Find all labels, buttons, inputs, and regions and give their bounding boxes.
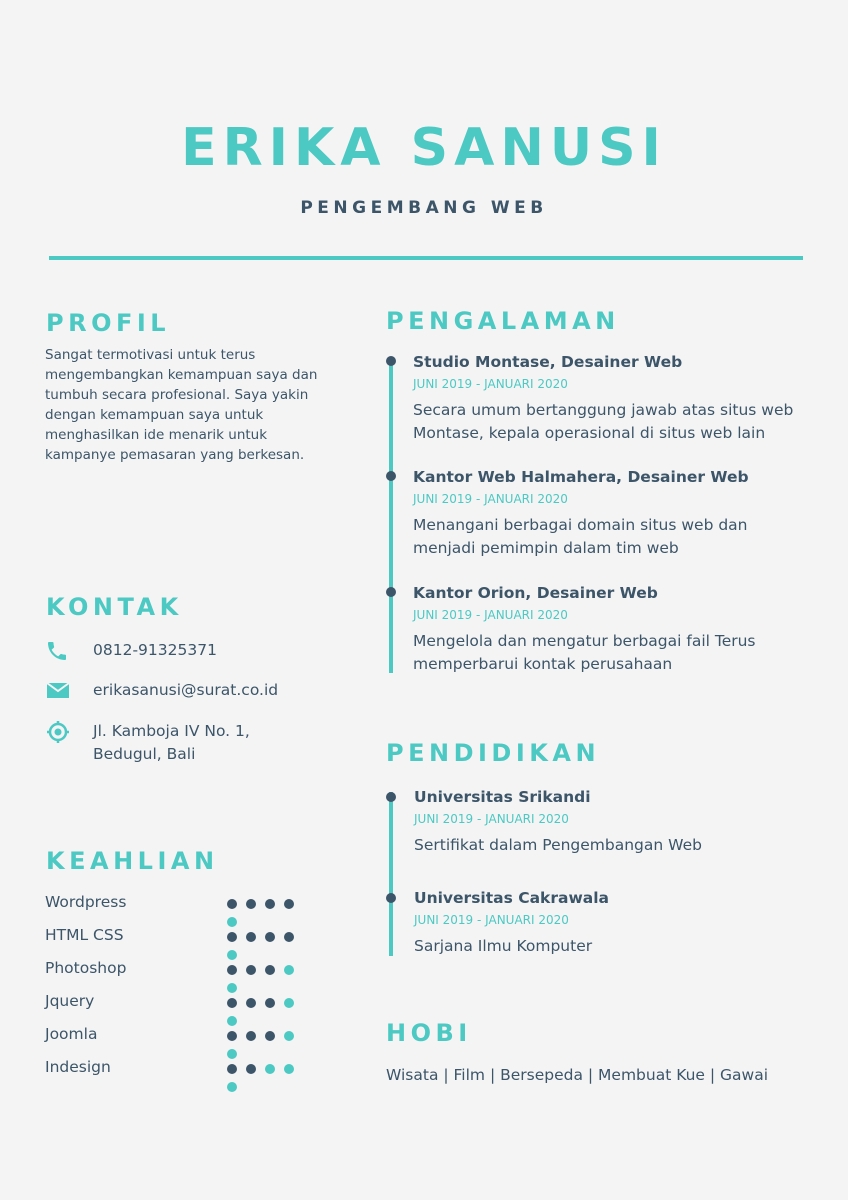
education-title: Universitas Cakrawala <box>414 889 610 907</box>
location-icon <box>45 720 75 744</box>
resume-role: PENGEMBANG WEB <box>300 198 548 218</box>
skill-dot-filled <box>265 998 275 1008</box>
skill-dot-empty <box>265 1064 275 1074</box>
skill-dot-filled <box>246 932 256 942</box>
education-item <box>414 888 824 958</box>
experience-desc <box>413 630 823 675</box>
skill-name: HTML CSS <box>45 926 124 944</box>
experience-item <box>413 583 823 675</box>
experience-desc-line: memperbarui kontak perusahaan <box>413 654 673 673</box>
experience-item <box>413 467 823 559</box>
skill-dot-filled <box>284 899 294 909</box>
education-heading: PENDIDIKAN <box>386 739 601 767</box>
profile-text: Sangat termotivasi untuk terus mengembangkan kemampuan saya dan tumbuh secara profesional. Saya yakin dengan kemampuan saya untuk menghasilkan ide menarik untuk kampanye pemasaran yang berkesan. <box>45 347 318 463</box>
education-date: JUNI 2019 - JANUARI 2020 <box>414 913 569 927</box>
skill-name: Indesign <box>45 1058 111 1076</box>
skill-dot-filled <box>265 899 275 909</box>
timeline-bullet <box>386 792 396 802</box>
skill-row <box>45 992 315 1012</box>
experience-item <box>413 352 823 444</box>
skill-dot-filled <box>246 998 256 1008</box>
experience-date: JUNI 2019 - JANUARI 2020 <box>413 492 568 506</box>
experience-timeline <box>389 357 393 673</box>
experience-heading: PENGALAMAN <box>386 307 620 335</box>
hobby-text: Wisata | Film | Bersepeda | Membuat Kue | Gawai <box>386 1066 769 1084</box>
experience-desc-line: menjadi pemimpin dalam tim web <box>413 538 679 557</box>
experience-title: Kantor Orion, Desainer Web <box>413 584 658 602</box>
skill-dot-empty <box>284 1031 294 1041</box>
experience-title: Kantor Web Halmahera, Desainer Web <box>413 468 749 486</box>
skill-dot-filled <box>227 1031 237 1041</box>
header-divider <box>49 256 803 260</box>
skill-row <box>45 926 315 946</box>
experience-title: Studio Montase, Desainer Web <box>413 353 683 371</box>
experience-desc-line: Mengelola dan mengatur berbagai fail Terus <box>413 632 756 650</box>
education-timeline <box>389 792 393 956</box>
skill-dot-filled <box>227 899 237 909</box>
education-item <box>414 787 824 857</box>
timeline-bullet <box>386 893 396 903</box>
email-address[interactable]: erikasanusi@surat.co.id <box>93 681 279 699</box>
skill-dot-filled <box>265 932 275 942</box>
address-line-2: Bedugul, Bali <box>93 745 196 763</box>
timeline-bullet <box>386 587 396 597</box>
skill-dot-empty <box>284 998 294 1008</box>
skill-dot-empty <box>284 965 294 975</box>
experience-desc <box>413 399 823 444</box>
skill-dot-empty <box>284 1064 294 1074</box>
education-desc: Sarjana Ilmu Komputer <box>414 937 593 955</box>
skill-name: Jquery <box>45 992 95 1010</box>
timeline-bullet <box>386 471 396 481</box>
experience-date: JUNI 2019 - JANUARI 2020 <box>413 608 568 622</box>
skill-dot-filled <box>227 998 237 1008</box>
skill-dot-filled <box>227 965 237 975</box>
skills-heading: KEAHLIAN <box>46 847 219 875</box>
skill-row <box>45 1025 315 1045</box>
skill-dot-filled <box>246 1064 256 1074</box>
skill-name: Photoshop <box>45 959 127 977</box>
skill-row <box>45 1058 315 1078</box>
contact-heading: KONTAK <box>46 593 183 621</box>
phone-icon <box>45 639 75 663</box>
skill-name: Joomla <box>45 1025 98 1043</box>
skill-dot-filled <box>284 932 294 942</box>
timeline-bullet <box>386 356 396 366</box>
profile-heading: PROFIL <box>46 309 171 337</box>
address-line-1: Jl. Kamboja IV No. 1, <box>93 722 250 740</box>
experience-date: JUNI 2019 - JANUARI 2020 <box>413 377 568 391</box>
experience-desc-line: Secara umum bertanggung jawab atas situs web <box>413 401 794 419</box>
phone-number: 0812-91325371 <box>93 641 217 659</box>
resume-name: ERIKA SANUSI <box>181 118 667 178</box>
skill-dot-filled <box>265 965 275 975</box>
skill-dot-filled <box>227 1064 237 1074</box>
experience-desc-line: Menangani berbagai domain situs web dan <box>413 516 748 534</box>
skill-dot-empty <box>227 1082 237 1092</box>
skill-level-dots <box>227 1064 315 1100</box>
skill-row <box>45 959 315 979</box>
skill-dot-filled <box>246 1031 256 1041</box>
education-title: Universitas Srikandi <box>414 788 591 806</box>
education-date: JUNI 2019 - JANUARI 2020 <box>414 812 569 826</box>
experience-desc <box>413 514 823 559</box>
hobby-heading: HOBI <box>386 1019 472 1047</box>
skill-dot-filled <box>265 1031 275 1041</box>
skill-dot-filled <box>246 899 256 909</box>
education-desc: Sertifikat dalam Pengembangan Web <box>414 836 702 854</box>
skill-name: Wordpress <box>45 893 127 911</box>
experience-desc-line: Montase, kepala operasional di situs web lain <box>413 423 766 442</box>
skill-dot-filled <box>246 965 256 975</box>
skill-dot-filled <box>227 932 237 942</box>
mail-icon <box>45 679 75 703</box>
skill-row <box>45 893 315 913</box>
